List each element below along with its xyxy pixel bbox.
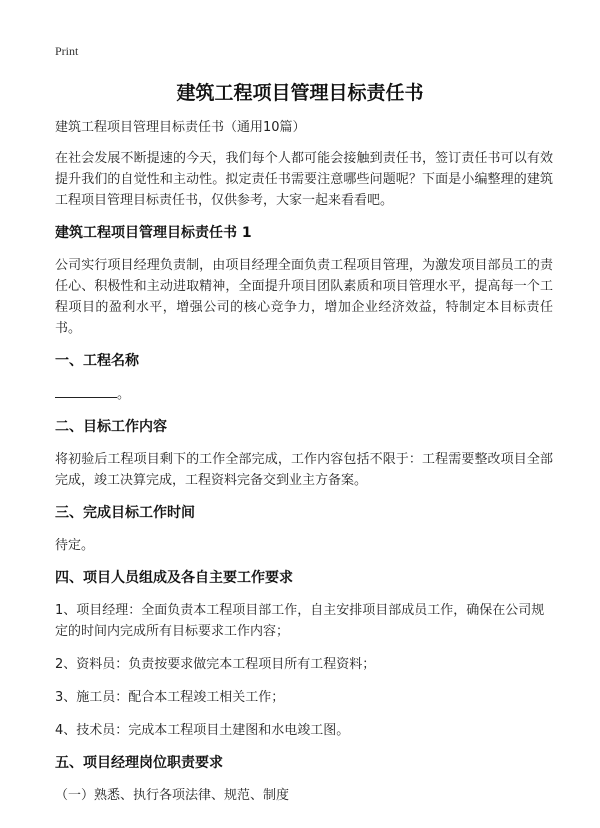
- page-title: 建筑工程项目管理目标责任书: [176, 82, 424, 104]
- print-link[interactable]: Print: [55, 44, 79, 58]
- section-heading-manager-duties: 五、项目经理岗位职责要求: [55, 755, 223, 771]
- list-item: 4、技术员：完成本工程项目土建图和水电竣工图。: [55, 723, 350, 738]
- completion-time-paragraph: 待定。: [55, 538, 95, 553]
- section-heading-project-name: 一、工程名称: [55, 353, 139, 369]
- document-heading: 建筑工程项目管理目标责任书 1: [55, 225, 252, 241]
- section-heading-personnel: 四、项目人员组成及各自主要工作要求: [55, 570, 293, 586]
- list-item: （一）熟悉、执行各项法律、规范、制度: [55, 788, 290, 803]
- list-item: 3、施工员：配合本工程竣工相关工作；: [55, 690, 285, 705]
- preamble-paragraph: 公司实行项目经理负责制，由项目经理全面负责工程项目管理，为激发项目部员工的责任心、积极性和主动进取精神，全面提升项目团队素质和项目管理水平，提高每一个工程项目的盈利水平，增强公司的核心竞争力，增加企业经济效益，特制定本目标责任书。: [55, 258, 553, 336]
- list-item: 1、项目经理：全面负责本工程项目部工作，自主安排项目部成员工作，确保在公司规定的时间内完成所有目标要求工作内容；: [55, 603, 545, 639]
- section-heading-completion-time: 三、完成目标工作时间: [55, 505, 195, 521]
- blank-suffix: 。: [117, 387, 131, 402]
- intro-paragraph: 在社会发展不断提速的今天，我们每个人都可能会接触到责任书，签订责任书可以有效提升我们的自觉性和主动性。拟定责任书需要注意哪些问题呢？下面是小编整理的建筑工程项目管理目标责任书，仅供参考，大家一起来看看吧。: [55, 151, 553, 208]
- list-item: 2、资料员：负责按要求做完本工程项目所有工程资料；: [55, 657, 376, 672]
- document-subtitle: 建筑工程项目管理目标责任书（通用10篇）: [55, 120, 306, 135]
- fill-in-blank: [55, 383, 117, 398]
- work-content-paragraph: 将初验后工程项目剩下的工作全部完成，工作内容包括不限于：工程需要整改项目全部完成，竣工决算完成，工程资料完备交到业主方备案。: [55, 452, 553, 488]
- document-content: [55, 118, 553, 818]
- project-name-blank: [55, 383, 553, 405]
- section-heading-work-content: 二、目标工作内容: [55, 419, 167, 435]
